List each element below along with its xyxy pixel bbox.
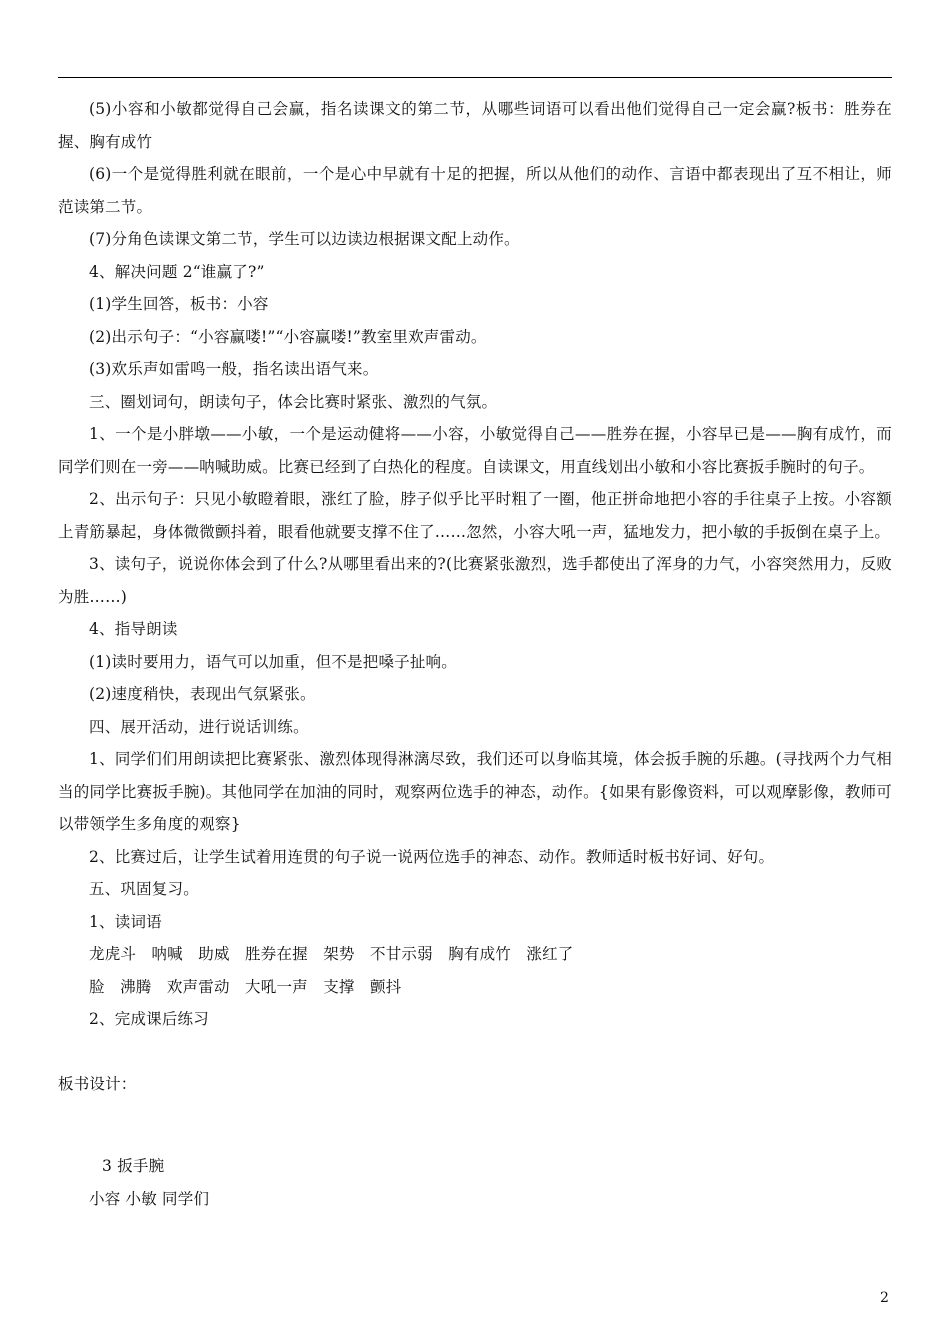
document-body — [58, 93, 892, 1215]
paragraph: 4、解决问题 2“谁赢了?” — [89, 262, 265, 281]
vocab-line: 龙虎斗 呐喊 助威 胜券在握 架势 不甘示弱 胸有成竹 涨红了 — [89, 945, 574, 963]
paragraph: (7)分角色读课文第二节，学生可以边读边根据课文配上动作。 — [89, 230, 520, 248]
paragraph: 2、完成课后练习 — [89, 1010, 209, 1028]
paragraph: (5)小容和小敏都觉得自己会赢，指名读课文的第二节，从哪些词语可以看出他们觉得自己一定会赢?板书：胜券在握、胸有成竹 — [58, 100, 892, 151]
board-design-heading: 板书设计： — [58, 1074, 137, 1093]
paragraph: 4、指导朗读 — [89, 620, 178, 638]
paragraph: 2、出示句子：只见小敏瞪着眼，涨红了脸，脖子似乎比平时粗了一圈，他正拼命地把小容的手往桌子上按。小容额上青筋暴起，身体微微颤抖着，眼看他就要支撑不住了……忽然，小容大吼一声，猛地发力，把小敏的手扳倒在桌子上。 — [58, 490, 892, 541]
paragraph: 2、比赛过后，让学生试着用连贯的句子说一说两位选手的神态、动作。教师适时板书好词、好句。 — [89, 847, 775, 866]
board-line: 小容 小敏 同学们 — [89, 1189, 210, 1208]
paragraph: (1)读时要用力，语气可以加重，但不是把嗓子扯响。 — [89, 652, 457, 671]
paragraph: 1、读词语 — [89, 912, 162, 931]
board-title: 3 扳手腕 — [102, 1157, 165, 1175]
section-heading: 五、巩固复习。 — [89, 880, 199, 898]
paragraph: (1)学生回答，板书：小容 — [89, 295, 269, 313]
vocab-line: 脸 沸腾 欢声雷动 大吼一声 支撑 颤抖 — [89, 977, 402, 996]
paragraph: (6)一个是觉得胜利就在眼前，一个是心中早就有十足的把握，所以从他们的动作、言语中都表现出了互不相让，师范读第二节。 — [58, 165, 892, 216]
header-rule — [58, 77, 892, 78]
paragraph: 1、同学们们用朗读把比赛紧张、激烈体现得淋漓尽致，我们还可以身临其境，体会扳手腕的乐趣。(寻找两个力气相当的同学比赛扳手腕)。其他同学在加油的同时，观察两位选手的神态，动作。{如果有影像资料，可以观摩影像，教师可以带领学生多角度的观察} — [58, 750, 892, 833]
section-heading: 三、圈划词句，朗读句子，体会比赛时紧张、激烈的气氛。 — [89, 392, 498, 411]
section-heading: 四、展开活动，进行说话训练。 — [89, 717, 309, 736]
page-number: 2 — [880, 1290, 889, 1306]
paragraph: 1、一个是小胖墩——小敏，一个是运动健将——小容，小敏觉得自己——胜券在握，小容早已是——胸有成竹，而同学们则在一旁——呐喊助威。比赛已经到了白热化的程度。自读课文，用直线划出小敏和小容比赛扳手腕时的句子。 — [58, 425, 892, 476]
paragraph: 3、读句子，说说你体会到了什么?从哪里看出来的?(比赛紧张激烈，选手都使出了浑身的力气，小容突然用力，反败为胜……) — [58, 555, 892, 606]
paragraph: (2)速度稍快，表现出气氛紧张。 — [89, 685, 316, 703]
paragraph: (3)欢乐声如雷鸣一般，指名读出语气来。 — [89, 360, 379, 378]
paragraph: (2)出示句子：“小容赢喽!”“小容赢喽!”教室里欢声雷动。 — [89, 327, 487, 346]
